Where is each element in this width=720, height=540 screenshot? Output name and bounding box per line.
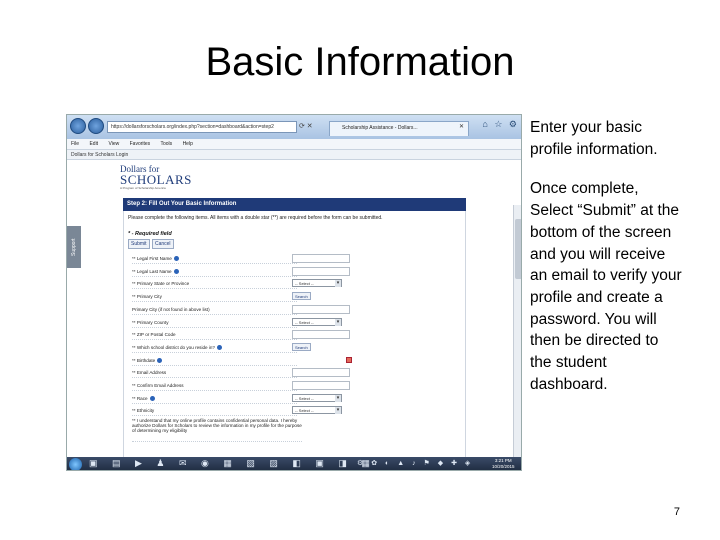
help-icon[interactable] [150, 396, 155, 401]
clock-time: 3:21 PM [494, 458, 512, 463]
form-select[interactable]: -- Select -- ▾ [292, 406, 342, 414]
form-field-label: ** Legal Last Name [132, 266, 297, 277]
form-text-input[interactable] [292, 254, 350, 263]
form-field-row [124, 304, 467, 316]
form-field-row [124, 291, 467, 303]
help-icon[interactable] [174, 269, 179, 274]
consent-text: ** I understand that my online profile contains confidential personal data. I hereby authorize Dollars for Scholars to review the information in my profile for the purpose of determining my eligibility [132, 418, 302, 442]
intro-paragraph: Enter your basic profile information. [530, 119, 658, 158]
slide-title: Basic Information [205, 40, 515, 84]
cancel-button[interactable]: Cancel [152, 239, 174, 249]
menu-item-edit[interactable]: Edit [89, 141, 99, 147]
form-field-row [124, 393, 467, 405]
form-field-label: ** Email Address [132, 367, 297, 378]
menu-bar [67, 139, 522, 150]
form-field-label: ** ZIP or Postal Code [132, 329, 297, 340]
web-page [67, 160, 522, 457]
scrollbar[interactable] [513, 205, 522, 471]
form-field-row [124, 253, 467, 265]
clock-date: 10/20/2015 [492, 464, 515, 469]
logo-text-main: SCHOLARS [120, 172, 192, 187]
form-select[interactable]: -- Select -- ▾ [292, 279, 342, 287]
back-icon[interactable] [70, 118, 86, 134]
support-tab[interactable]: Support [67, 226, 81, 268]
taskbar [67, 457, 522, 471]
form-select[interactable]: -- Select -- ▾ [292, 394, 342, 402]
browser-screenshot [66, 114, 522, 471]
form-field-row [124, 355, 467, 367]
form-field-label: ** Birthdate [132, 355, 297, 366]
browser-toolbar [67, 115, 522, 139]
logo-tagline: A Program of Scholarship America [120, 186, 166, 190]
home-icon[interactable]: ⌂ ☆ ⚙ [482, 119, 519, 129]
form-field-label: ** Race [132, 393, 297, 404]
form-field-label: ** Confirm Email Address [132, 380, 297, 391]
form-field-row [124, 380, 467, 392]
menu-item-tools[interactable]: Tools [160, 141, 173, 147]
system-tray-icons[interactable]: ⚙ ✿ ◐ ▲ ♪ ⚑ ◆ ✚ ◈ [357, 460, 474, 467]
form-field-row [124, 278, 467, 290]
form-field-row [124, 317, 467, 329]
menu-item-help[interactable]: Help [182, 141, 193, 147]
logo [120, 165, 190, 195]
browser-tab[interactable]: Scholarship Assistance - Dollars... [329, 121, 469, 136]
logo-text-top: Dollars for [120, 164, 160, 174]
calendar-icon[interactable] [346, 357, 352, 363]
step-header: Step 2: Fill Out Your Basic Information [123, 198, 466, 211]
form-field-label: ** Primary County [132, 317, 297, 328]
forward-icon[interactable] [88, 118, 104, 134]
form-instructions: Please complete the following items. All items with a double star (**) are required before the form can be submitted. [128, 215, 383, 221]
menu-item-view[interactable]: View [108, 141, 120, 147]
form-field-row [124, 367, 467, 379]
form-field-label: ** Primary State or Province [132, 278, 297, 289]
taskbar-app-icons[interactable]: ▣ ▤ ▶ ♟ ✉ ◉ ▦ ▧ ▨ ◧ ▣ ◨ ▦ [89, 458, 376, 468]
taskbar-clock[interactable] [492, 458, 515, 470]
form-text-input[interactable] [292, 330, 350, 339]
slide-body [530, 117, 682, 395]
start-button[interactable] [69, 458, 82, 471]
form-select[interactable]: -- Select -- ▾ [292, 318, 342, 326]
close-icon[interactable]: ✕ [459, 124, 465, 130]
form-field-row [124, 342, 467, 354]
refresh-icon[interactable]: ⟳ ✕ [299, 123, 313, 130]
form-field-label: ** Primary City [132, 291, 297, 302]
scroll-thumb[interactable] [515, 219, 522, 279]
form-field-label: Primary City (if not found in above list) [132, 304, 297, 315]
form-buttons [128, 239, 175, 249]
form-text-input[interactable] [292, 368, 350, 377]
favorite-link[interactable]: Dollars for Scholars Login [71, 152, 129, 158]
search-button[interactable]: Search [292, 343, 311, 351]
form-field-row [124, 266, 467, 278]
form-text-input[interactable] [292, 305, 350, 314]
form-panel [123, 211, 466, 457]
form-field-label: ** Which school district do you reside in? [132, 342, 297, 353]
menu-item-favorites[interactable]: Favorites [129, 141, 151, 147]
submit-button[interactable]: Submit [128, 239, 150, 249]
form-text-input[interactable] [292, 381, 350, 390]
help-icon[interactable] [174, 256, 179, 261]
address-bar[interactable]: https://dollarsforscholars.org/index.php?section=dashboard&action=step2 [107, 121, 297, 133]
search-button[interactable]: Search [292, 292, 311, 300]
form-field-row [124, 329, 467, 341]
consent-row [124, 418, 467, 434]
form-field-label: ** Legal First Name [132, 253, 297, 264]
favorites-bar [67, 150, 522, 160]
instructions-paragraph: Once complete, Select “Submit” at the bottom of the screen and you will receive an email to verify your profile and create a password. You will then be directed to the student dashboard. [530, 180, 682, 393]
form-field-label: ** Ethnicity [132, 405, 297, 416]
help-icon[interactable] [157, 358, 162, 363]
page-number: 7 [673, 506, 680, 518]
help-icon[interactable] [217, 345, 222, 350]
form-text-input[interactable] [292, 267, 350, 276]
required-note: * - Required field [128, 231, 172, 237]
form-field-row [124, 405, 467, 417]
menu-item-file[interactable]: File [71, 141, 80, 147]
